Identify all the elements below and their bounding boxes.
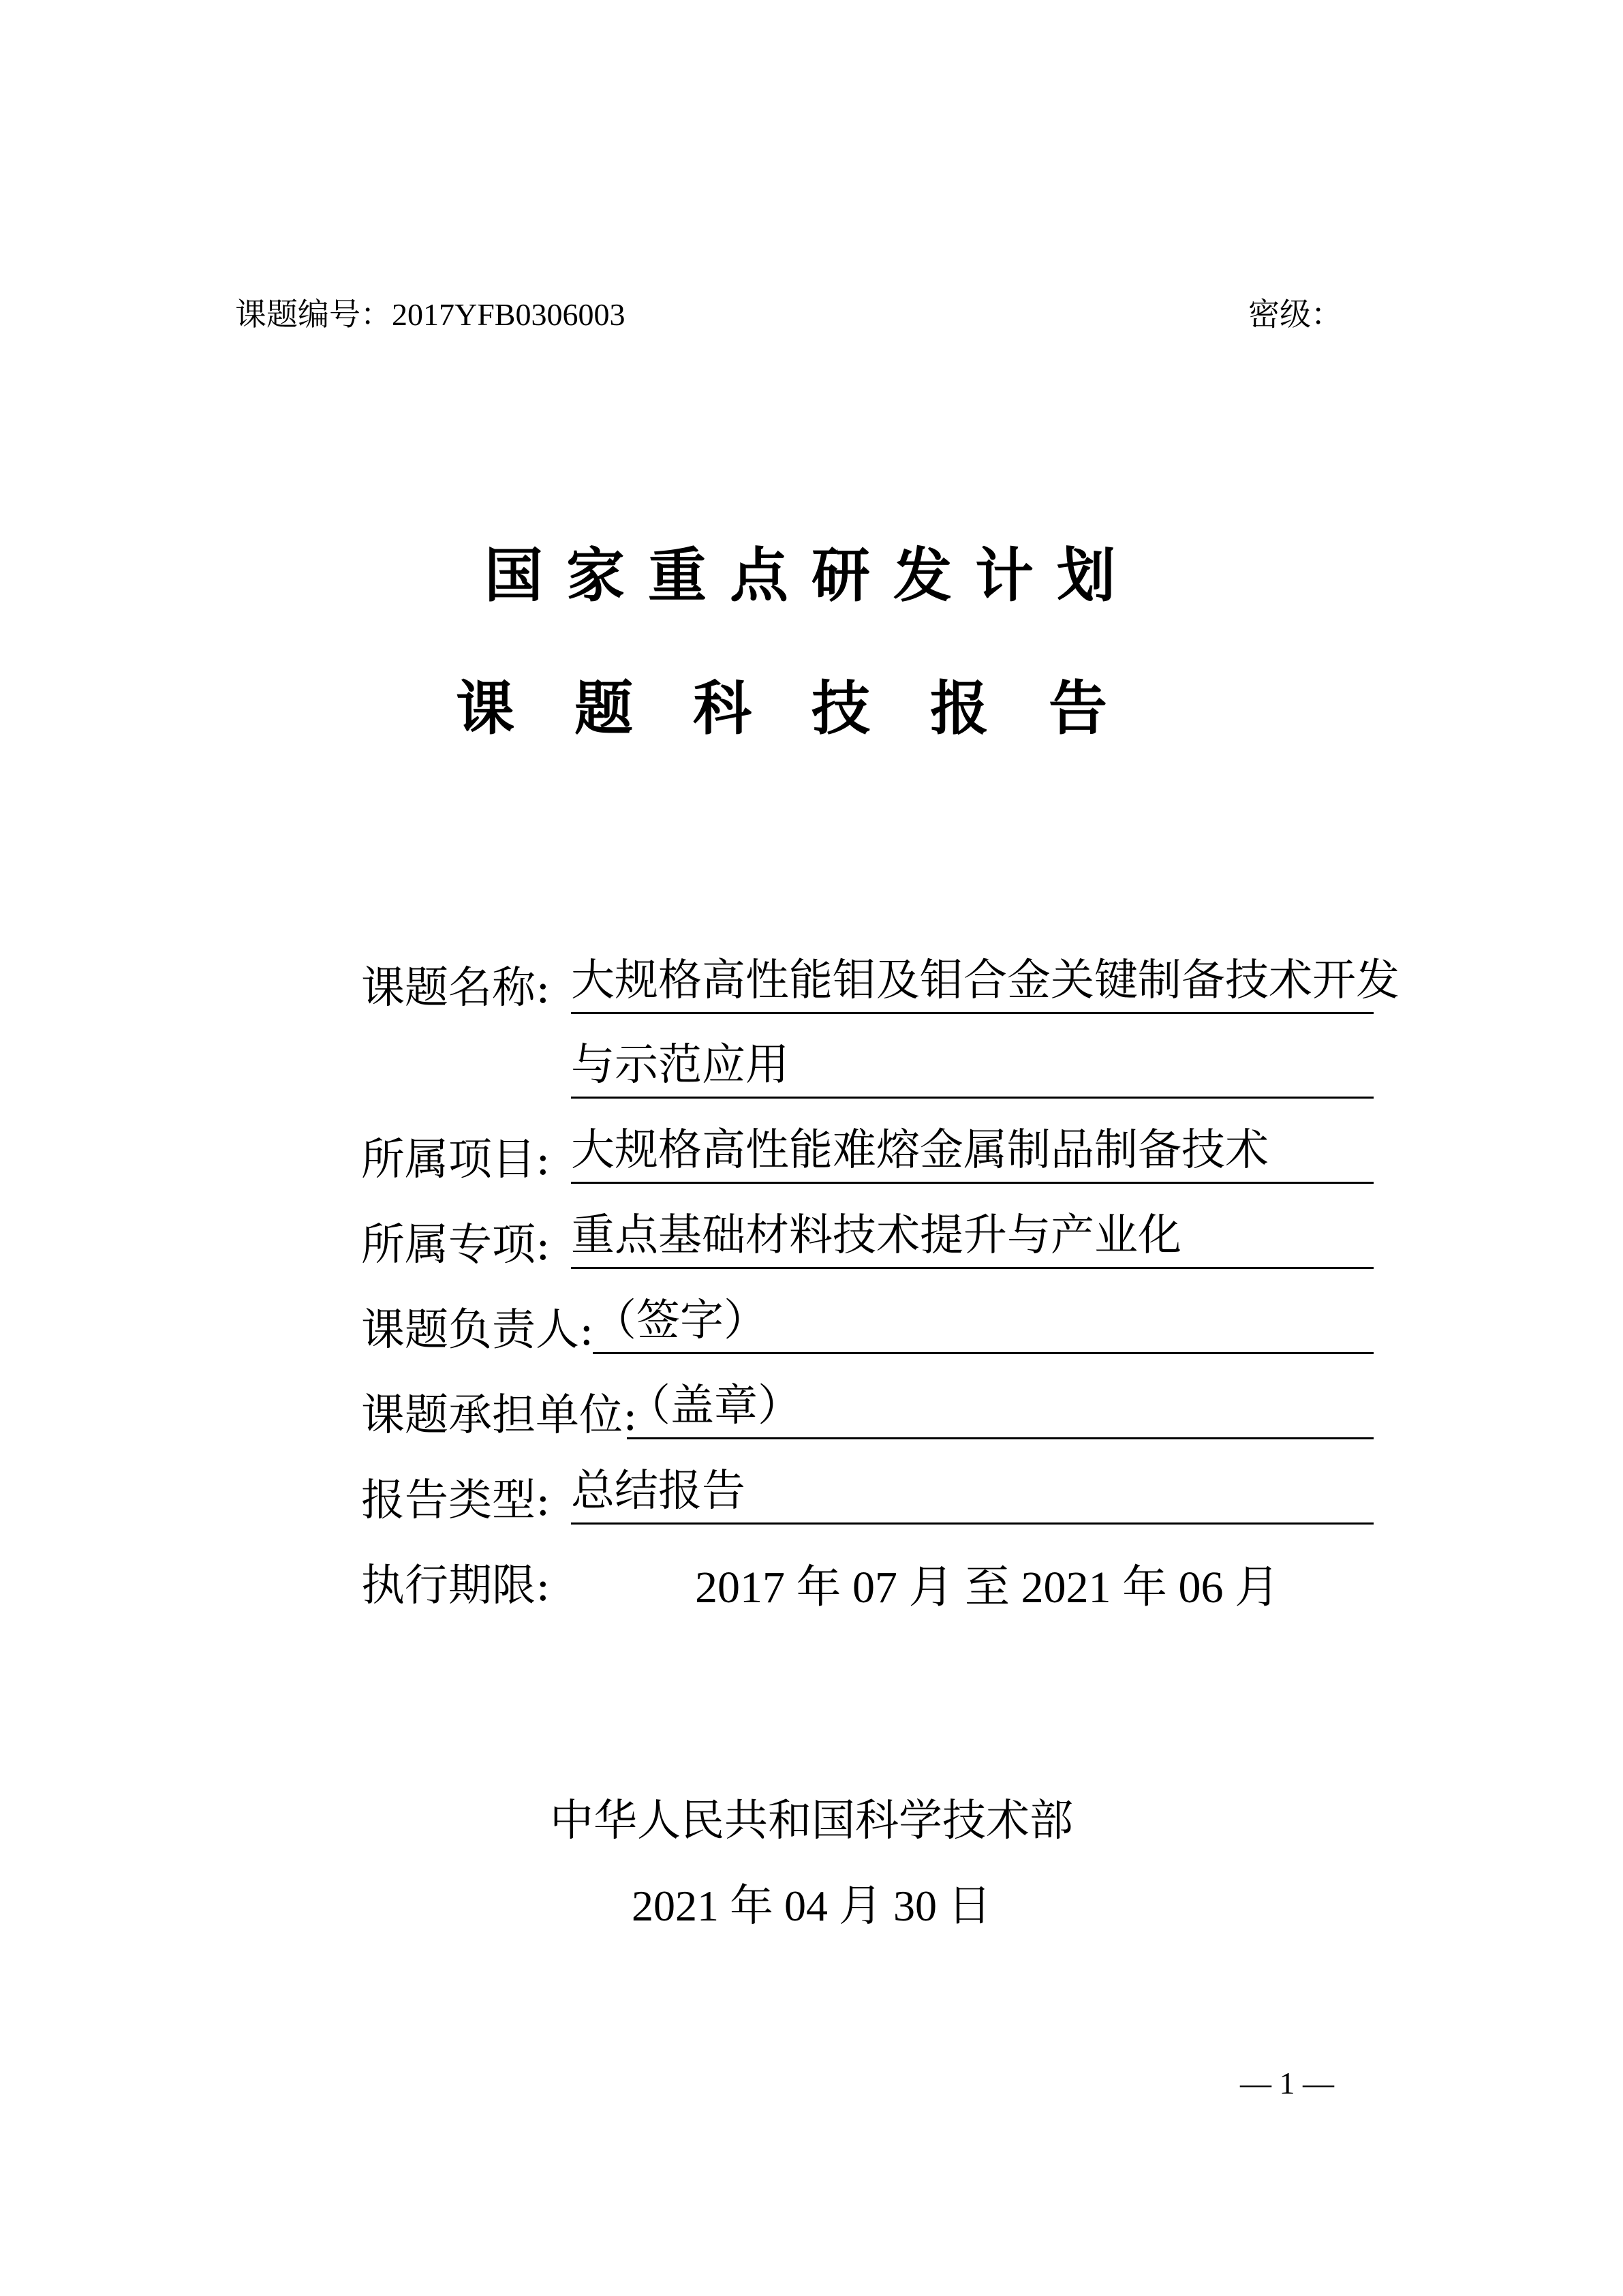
leader-label: 课题负责人:: [361, 1305, 594, 1356]
project-label: 所属项目:: [361, 1135, 551, 1185]
report-type-label: 报告类型:: [361, 1475, 551, 1526]
report-type-value: 总结报告: [571, 1460, 1374, 1525]
project-value: 大规格高性能难熔金属制品制备技术: [571, 1119, 1374, 1184]
topic-name-line1: 大规格高性能钼及钼合金关键制备技术开发: [571, 949, 1374, 1014]
project-number-label: 课题编号：: [235, 296, 392, 333]
project-number: [235, 290, 625, 335]
ministry-name: 中华人民共和国科学技术部: [550, 1796, 1073, 1846]
page-title-line2: 课题科技报告: [456, 675, 1167, 743]
leader-value: （签字）: [593, 1289, 1374, 1354]
unit-label: 课题承担单位:: [361, 1390, 638, 1441]
period-value: 2017 年 07 月 至 2021 年 06 月: [695, 1563, 1280, 1612]
special-value: 重点基础材料技术提升与产业化: [571, 1204, 1374, 1269]
topic-name-line2: 与示范应用: [571, 1034, 1374, 1099]
unit-value: （盖章）: [627, 1375, 1374, 1439]
secret-level-label: 密级：: [1248, 296, 1342, 333]
period-label: 执行期限:: [361, 1561, 551, 1611]
project-number-value: 2017YFB0306003: [392, 297, 625, 332]
topic-name-label: 课题名称:: [361, 963, 551, 1013]
page-number: — 1 —: [1240, 2066, 1334, 2100]
page-title-line1: 国家重点研发计划: [484, 542, 1139, 610]
special-label: 所属专项:: [361, 1220, 551, 1270]
report-date: 2021 年 04 月 30 日: [632, 1882, 991, 1930]
